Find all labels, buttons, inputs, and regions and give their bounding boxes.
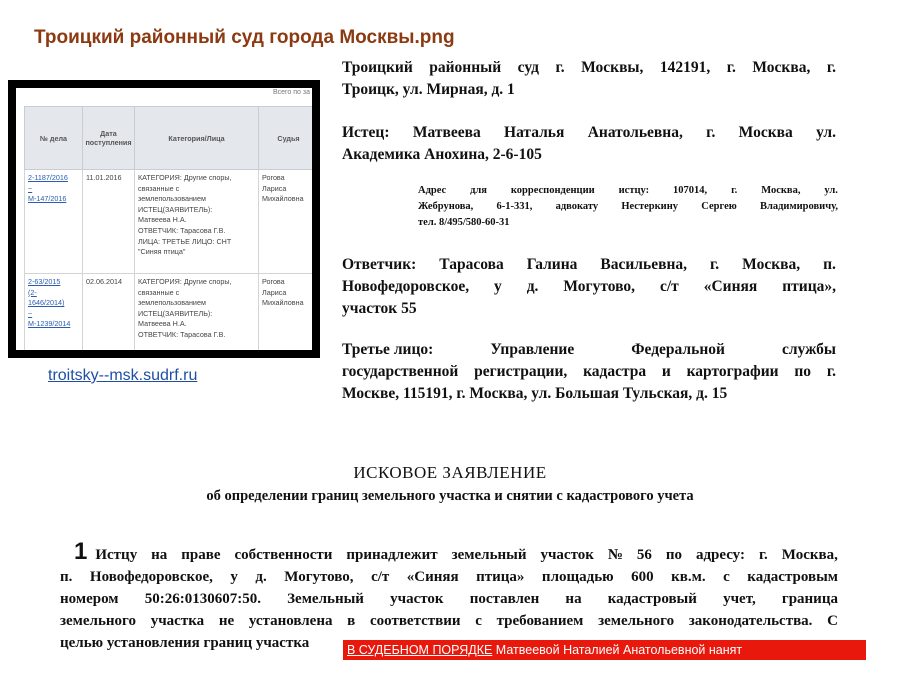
category-line: ОТВЕТЧИК: Тарасова Г.В.: [138, 225, 226, 235]
word: по: [665, 547, 682, 563]
word: Адрес: [418, 185, 447, 196]
word: Тарасова: [439, 256, 504, 273]
defendant-line-1: Ответчик: Тарасова Галина Васильевна, г. Москва, п.: [342, 254, 836, 276]
third-party-line-1: Третье лицо: Управление Федеральной службы: [342, 339, 836, 361]
case-number-cell: [25, 170, 83, 274]
word: на: [151, 547, 168, 563]
word: д.: [255, 569, 267, 585]
category-cell: [135, 274, 259, 351]
banner-text: Матвеевой Наталией Анатольевной нанят: [492, 643, 743, 657]
judge-cell: [259, 170, 313, 274]
category-line: ИСТЕЦ(ЗАЯВИТЕЛЬ):: [138, 204, 213, 214]
word: районный: [429, 59, 502, 76]
court-site-link[interactable]: troitsky--msk.sudrf.ru: [48, 367, 198, 384]
word: Галина: [526, 256, 578, 273]
paragraph-line-5: целью установления границ участка: [60, 635, 310, 651]
banner-underlined-text: В СУДЕБНОМ ПОРЯДКЕ: [347, 643, 493, 657]
word: истцу:: [618, 185, 650, 196]
word: п.: [60, 569, 73, 585]
word: кадастра: [583, 363, 647, 380]
word: Управление: [490, 341, 575, 358]
word: площадью: [541, 569, 614, 585]
address-line-3: тел. 8/495/580-60-31: [418, 217, 510, 228]
word: земельного: [60, 613, 136, 629]
court-block: [342, 57, 836, 101]
word: суд: [517, 59, 539, 76]
word: адвокату: [555, 201, 599, 212]
screenshot-top-note: Всего по за: [272, 89, 310, 96]
defendant-label: Ответчик: [342, 256, 412, 273]
paragraph-line-1: [60, 538, 838, 566]
word: Анатольевна,: [587, 124, 683, 141]
word: Нестеркину: [621, 201, 679, 212]
word: соответствии: [369, 613, 461, 629]
table-header-row: [25, 107, 313, 170]
table-row: [25, 170, 313, 274]
word: у: [230, 569, 238, 585]
word: праве: [181, 547, 221, 563]
word: ул.: [824, 185, 838, 196]
judge-line: Рогова: [262, 173, 285, 182]
word: кадастровый: [607, 591, 697, 607]
word: 6-1-331,: [496, 201, 533, 212]
case-link[interactable]: М-1239/2014: [28, 319, 71, 329]
word: корреспонденции: [510, 185, 595, 196]
word: Федеральной: [631, 341, 725, 358]
word: принадлежит: [346, 547, 438, 563]
case-number-cell: [25, 274, 83, 351]
word: на: [565, 591, 582, 607]
judge-cell: [259, 274, 313, 351]
case-link[interactable]: ~: [28, 308, 33, 318]
word: Истцу: [95, 547, 138, 563]
word: птица»,: [782, 278, 836, 295]
word: с: [723, 569, 730, 585]
plaintiff-line-2: Академика Анохина, 2-6-105: [342, 146, 542, 163]
word: г.: [555, 59, 565, 76]
word: с/т: [371, 569, 390, 585]
word: птица»: [476, 569, 525, 585]
word: Жебрунова,: [418, 201, 474, 212]
word: собственности: [234, 547, 333, 563]
word: участок: [390, 591, 444, 607]
paragraph-line-4: [60, 610, 838, 632]
column-header-judge: Судья: [259, 107, 313, 170]
third-party-label: Третье лицо: [342, 341, 429, 358]
word: земельного: [598, 613, 675, 629]
highlight-banner: [343, 640, 866, 660]
word: г.: [726, 59, 736, 76]
court-line-2: Троицк, ул. Мирная, д. 1: [342, 81, 515, 98]
case-link[interactable]: 2-1187/2016: [28, 173, 68, 182]
word: Васильевна,: [600, 256, 688, 273]
word: законодательства.: [688, 613, 813, 629]
word: установлена: [248, 613, 333, 629]
plaintiff-line-1: Истец: Матвеева Наталья Анатольевна, г. Москва ул.: [342, 122, 836, 144]
word: службы: [781, 341, 836, 358]
word: г.: [826, 363, 836, 380]
screenshot-content: [16, 88, 312, 350]
word: Москва,: [752, 59, 811, 76]
judge-line: Лариса: [262, 183, 287, 193]
plaintiff-block: [342, 122, 836, 166]
word: 56: [636, 547, 652, 563]
category-line: ЛИЦА: ТРЕТЬЕ ЛИЦО: СНТ: [138, 236, 232, 246]
word: поставлен: [469, 591, 540, 607]
word: участок: [540, 547, 594, 563]
word: Москва,: [761, 185, 801, 196]
column-header-date: Дата поступления: [83, 107, 135, 170]
third-party-line-2: [342, 361, 836, 383]
word: для: [470, 185, 487, 196]
word: г.: [731, 185, 738, 196]
category-line: связанные с: [138, 183, 180, 193]
case-link[interactable]: М-147/2016: [28, 194, 67, 204]
case-link[interactable]: 2-63/2015: [28, 277, 61, 286]
word: требованием: [496, 613, 584, 629]
word: №: [607, 547, 623, 563]
judge-line: Рогова: [262, 277, 285, 286]
case-link[interactable]: ~: [28, 183, 33, 193]
word: Новофедоровское,: [342, 278, 470, 295]
category-line: КАТЕГОРИЯ: Другие споры,: [138, 173, 232, 182]
court-line-1: [342, 57, 836, 79]
cases-table: [24, 106, 312, 350]
word: с/т: [659, 278, 679, 295]
case-link[interactable]: 1646/2014): [28, 298, 65, 308]
claim-subtitle: об определении границ земельного участка и снятии с кадастрового учета: [206, 488, 694, 504]
word: Троицкий: [342, 59, 413, 76]
word: регистрации,: [474, 363, 568, 380]
word: не: [218, 613, 235, 629]
word: 142191,: [659, 59, 711, 76]
word: Москва,: [742, 256, 801, 273]
column-header-category: Категория/Лица: [135, 107, 259, 170]
defendant-block: [342, 254, 836, 320]
claim-title: ИСКОВОЕ ЗАЯВЛЕНИЕ: [353, 463, 547, 482]
word: государственной: [342, 363, 459, 380]
judge-line: Михайловна: [262, 298, 304, 308]
defendant-line-2: [342, 276, 836, 298]
word: кв.м.: [671, 569, 706, 585]
word: земельный: [451, 547, 527, 563]
court-website-screenshot: [8, 80, 320, 358]
word: адресу:: [695, 547, 745, 563]
word: Матвеева: [412, 124, 481, 141]
word: п.: [823, 256, 836, 273]
paragraph-number: 1: [74, 538, 88, 565]
correspondence-address: [418, 183, 838, 231]
word: Могутово,: [563, 278, 636, 295]
address-line-1: [418, 183, 838, 199]
category-line: ИСТЕЦ(ЗАЯВИТЕЛЬ):: [138, 308, 213, 318]
category-line: землепользованием: [138, 194, 206, 204]
table-row: [25, 274, 313, 351]
date-cell: 11.01.2016: [83, 170, 135, 274]
word: Земельный: [287, 591, 364, 607]
address-line-2: [418, 199, 838, 215]
word: номером: [60, 591, 119, 607]
judge-line: Лариса: [262, 287, 287, 297]
category-line: ОТВЕТЧИК: Тарасова Г.В.: [138, 329, 226, 339]
paragraph-line-2: [60, 566, 838, 588]
category-line: Матвеева Н.А.: [138, 215, 187, 225]
word: С: [827, 613, 838, 629]
word: д.: [526, 278, 539, 295]
word: ул.: [816, 124, 836, 141]
claim-paragraph: [60, 538, 838, 654]
category-line: землепользованием: [138, 298, 206, 308]
word: Москва: [738, 124, 793, 141]
word: участка: [150, 613, 205, 629]
word: 600: [631, 569, 654, 585]
plaintiff-label: Истец: [342, 124, 385, 141]
word: г.: [710, 256, 720, 273]
word: Новофедоровское,: [89, 569, 213, 585]
word: у: [494, 278, 502, 295]
category-line: КАТЕГОРИЯ: Другие споры,: [138, 277, 232, 286]
word: с: [475, 613, 482, 629]
word: Могутово,: [284, 569, 354, 585]
category-cell: [135, 170, 259, 274]
word: по: [794, 363, 812, 380]
category-line: Матвеева Н.А.: [138, 319, 187, 329]
word: и: [661, 363, 671, 380]
third-party-line-3: Москве, 115191, г. Москва, ул. Большая Тульская, д. 15: [342, 385, 728, 402]
word: Владимировичу,: [759, 201, 838, 212]
word: Москвы,: [581, 59, 644, 76]
word: 50:26:0130607:50.: [144, 591, 261, 607]
slide-title: Троицкий районный суд города Москвы.png: [34, 27, 455, 48]
date-cell: 02.06.2014: [83, 274, 135, 351]
word: кадастровым: [747, 569, 838, 585]
category-line: "Синяя птица": [138, 247, 186, 257]
word: граница: [781, 591, 838, 607]
word: картографии: [686, 363, 779, 380]
word: в: [347, 613, 356, 629]
judge-line: Михайловна: [262, 194, 304, 204]
word: Москва,: [781, 547, 838, 563]
paragraph-line-3: [60, 588, 838, 610]
word: г.: [706, 124, 716, 141]
word: Сергею: [701, 201, 737, 212]
word: г.: [826, 59, 836, 76]
word: «Синяя: [406, 569, 459, 585]
word: 107014,: [673, 185, 708, 196]
word: г.: [758, 547, 768, 563]
case-link[interactable]: (2-: [28, 287, 37, 297]
word: учет,: [723, 591, 756, 607]
word: Наталья: [504, 124, 565, 141]
defendant-line-3: участок 55: [342, 300, 417, 317]
word: «Синяя: [703, 278, 758, 295]
third-party-block: [342, 339, 836, 405]
category-line: связанные с: [138, 287, 180, 297]
column-header-case-number: № дела: [25, 107, 83, 170]
